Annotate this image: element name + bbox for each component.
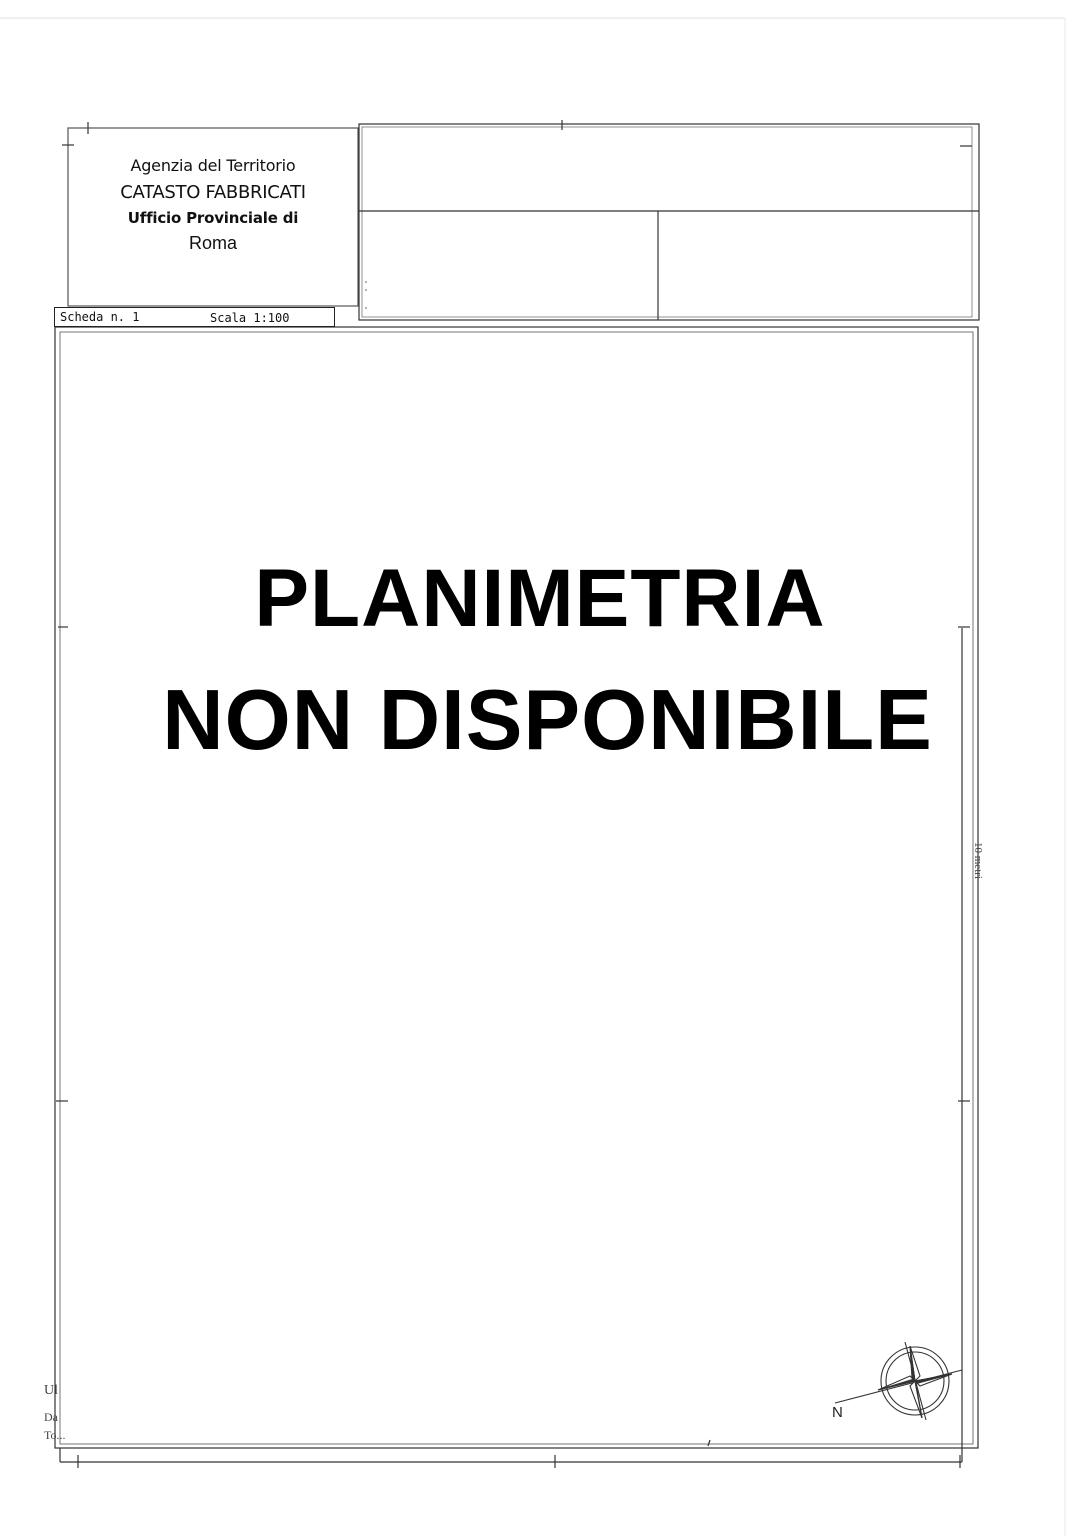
side-scale-label: 10 metri xyxy=(972,842,984,879)
catasto-title: CATASTO FABBRICATI xyxy=(120,182,306,203)
footer-fragment: Ul xyxy=(44,1383,58,1398)
north-label: N xyxy=(832,1404,843,1421)
footer-fragment: Da xyxy=(44,1410,58,1424)
agency-name: Agenzia del Territorio xyxy=(130,156,296,175)
stamp-line-planimetria: PLANIMETRIA xyxy=(254,553,826,644)
sheet-scale: Scala 1:100 xyxy=(210,311,290,325)
sheet-info-box xyxy=(54,307,335,327)
header-agency-block xyxy=(68,128,358,306)
sheet-number: Scheda n. 1 xyxy=(60,310,140,324)
compass-rose-icon xyxy=(830,1338,970,1438)
stamp-line-non-disponibile: NON DISPONIBILE xyxy=(162,673,933,768)
footer-fragment: To... xyxy=(44,1428,66,1442)
office-label: Ufficio Provinciale di xyxy=(127,209,299,227)
office-city: Roma xyxy=(188,233,237,253)
